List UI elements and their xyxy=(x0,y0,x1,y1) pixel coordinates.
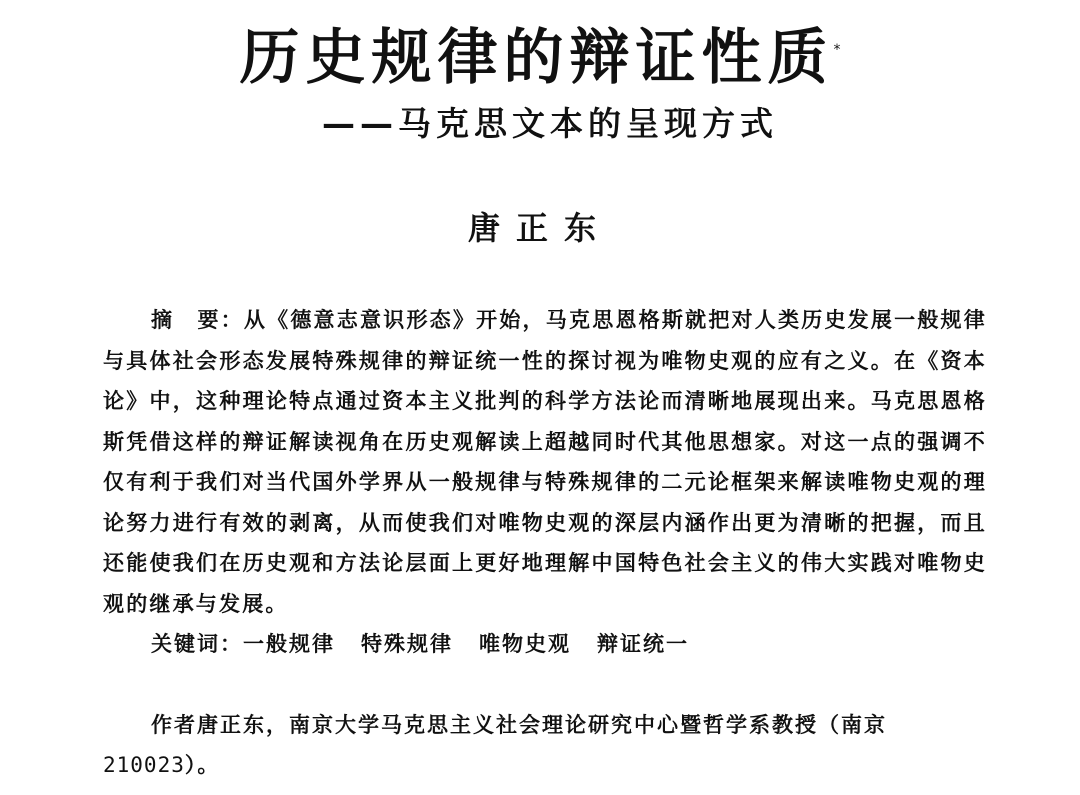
keyword-item: 特殊规律 xyxy=(361,632,453,656)
keyword-item: 一般规律 xyxy=(243,632,335,656)
author-note-closing: ）。 xyxy=(184,753,221,777)
author-note-postcode: 210023 xyxy=(103,753,185,777)
keywords-line xyxy=(151,624,689,664)
author-note-text: 作者唐正东，南京大学马克思主义社会理论研究中心暨哲学系教授（南京 xyxy=(151,713,887,737)
title-footnote-mark: * xyxy=(833,42,841,58)
abstract-text: 从《德意志意识形态》开始，马克思恩格斯就把对人类历史发展一般规律与具体社会形态发展特殊规律的辩证统一性的探讨视为唯物史观的应有之义。在《资本论》中，这种理论特点通过资本主义批判的科学方法论而清晰地展现出来。马克思恩格斯凭借这样的辩证解读视角在历史观解读上超越同时代其他思想家。对这一点的强调不仅有利于我们对当代国外学界从一般规律与特殊规律的二元论框架来解读唯物史观的理论努力进行有效的剥离，从而使我们对唯物史观的深层内涵作出更为清晰的把握，而且还能使我们在历史观和方法论层面上更好地理解中国特色社会主义的伟大实践对唯物史观的继承与发展。 xyxy=(103,308,987,616)
keyword-item: 唯物史观 xyxy=(479,632,571,656)
article-title xyxy=(0,18,1080,98)
abstract-label: 摘 要： xyxy=(151,308,244,332)
keyword-item: 辩证统一 xyxy=(597,632,689,656)
article-author: 唐正东 xyxy=(467,209,612,247)
abstract-paragraph xyxy=(103,300,987,624)
author-note xyxy=(103,705,987,785)
keywords-label: 关键词： xyxy=(151,632,243,656)
article-subtitle: ——马克思文本的呈现方式 xyxy=(322,104,778,143)
article-title-text: 历史规律的辩证性质 xyxy=(239,23,834,93)
